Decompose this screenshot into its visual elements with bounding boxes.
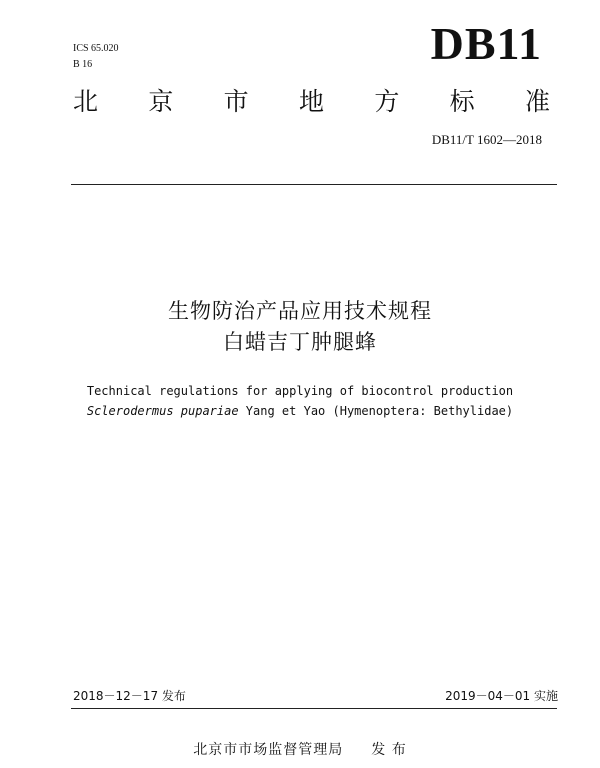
ics-code: ICS 65.020 bbox=[73, 43, 119, 54]
ccs-code: B 16 bbox=[73, 59, 93, 70]
species-authority: Yang et Yao (Hymenoptera: Bethylidae) bbox=[238, 404, 514, 418]
header-divider bbox=[71, 184, 557, 185]
standard-type-char: 京 bbox=[148, 87, 174, 116]
db-code-mark: DB11 bbox=[430, 18, 542, 69]
publish-date: 2018－12－17 发布 bbox=[73, 689, 186, 703]
standard-type-char: 方 bbox=[374, 87, 400, 116]
english-title-line-2 bbox=[0, 401, 600, 421]
issuing-authority: 北京市市场监督管理局 bbox=[193, 742, 344, 758]
standard-type-char: 标 bbox=[449, 87, 475, 116]
chinese-title-line-1: 生物防治产品应用技术规程 bbox=[168, 299, 432, 323]
english-title-line-1: Technical regulations for applying of biocontrol production bbox=[86, 384, 514, 398]
implement-date: 2019－04－01 实施 bbox=[445, 689, 558, 703]
chinese-title bbox=[0, 296, 600, 358]
footer-divider bbox=[71, 708, 557, 709]
standard-type-heading bbox=[73, 86, 550, 118]
standard-type-char: 市 bbox=[223, 87, 249, 116]
standard-type-char: 地 bbox=[298, 87, 324, 116]
standard-type-char: 准 bbox=[524, 87, 550, 116]
chinese-title-line-2: 白蜡吉丁肿腿蜂 bbox=[223, 330, 377, 354]
species-latin-name: Sclerodermus pupariae bbox=[86, 404, 239, 418]
issue-label: 发 布 bbox=[371, 742, 407, 758]
standard-type-char: 北 bbox=[73, 87, 99, 116]
date-row bbox=[73, 687, 558, 705]
classification-codes bbox=[73, 41, 119, 73]
english-title bbox=[0, 381, 600, 421]
issuer-line bbox=[0, 740, 600, 760]
standard-number: DB11/T 1602—2018 bbox=[431, 132, 542, 147]
